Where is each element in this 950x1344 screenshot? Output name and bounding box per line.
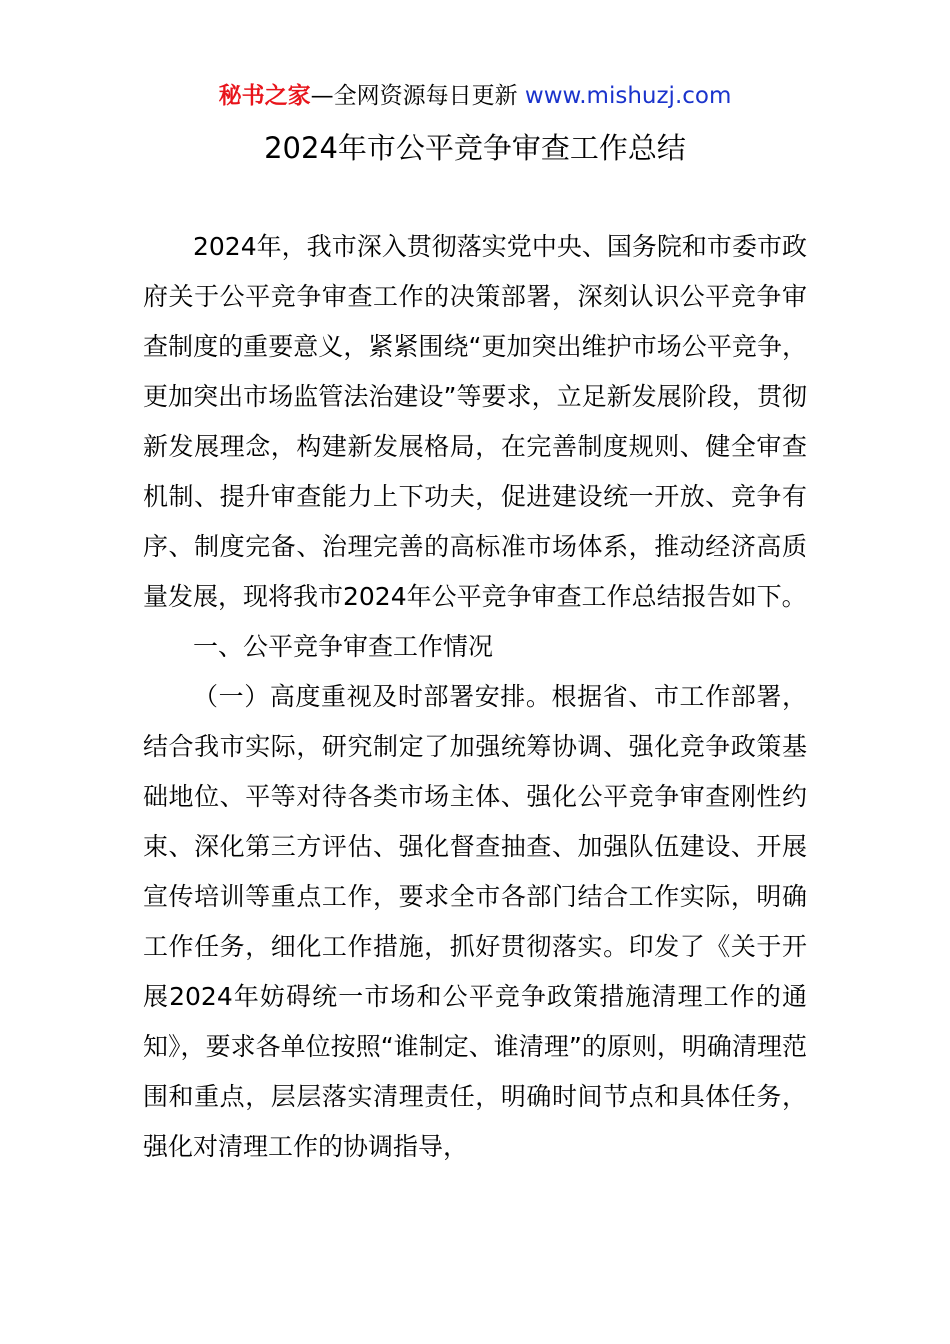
section-heading: 一、公平竞争审查工作情况: [193, 632, 494, 661]
site-slogan: —全网资源每日更新: [310, 83, 518, 109]
intro-paragraph: 2024年，我市深入贯彻落实党中央、国务院和市委市政府关于公平竞争审查工作的决策部署，深刻认识公平竞争审查制度的重要意义，紧紧围绕“更加突出维护市场公平竞争，更加突出市场监管法治建设”等要求，立足新发展阶段，贯彻新发展理念，构建新发展格局，在完善制度规则、健全审查机制、提升审查能力上下功夫，促进建设统一开放、竞争有序、制度完备、治理完善的高标准市场体系，推动经济高质量发展，现将我市2024年公平竞争审查工作总结报告如下。: [143, 232, 807, 611]
section-paragraph: （一）高度重视及时部署安排。根据省、市工作部署，结合我市实际，研究制定了加强统筹协调、强化竞争政策基础地位、平等对待各类市场主体、强化公平竞争审查刚性约束、深化第三方评估、强化督查抽查、加强队伍建设、开展宣传培训等重点工作，要求全市各部门结合工作实际，明确工作任务，细化工作措施，抓好贯彻落实。印发了《关于开展2024年妨碍统一市场和公平竞争政策措施清理工作的通知》，要求各单位按照“谁制定、谁清理”的原则，明确清理范围和重点，层层落实清理责任，明确时间节点和具体任务，强化对清理工作的协调指导，: [143, 682, 807, 1161]
site-brand: 秘书之家: [218, 83, 311, 109]
document-title: 2024年市公平竞争审查工作总结: [264, 131, 686, 165]
document-body: [143, 222, 807, 1172]
site-url-link[interactable]: www.mishuzj.com: [524, 83, 732, 109]
site-header: [0, 80, 950, 112]
